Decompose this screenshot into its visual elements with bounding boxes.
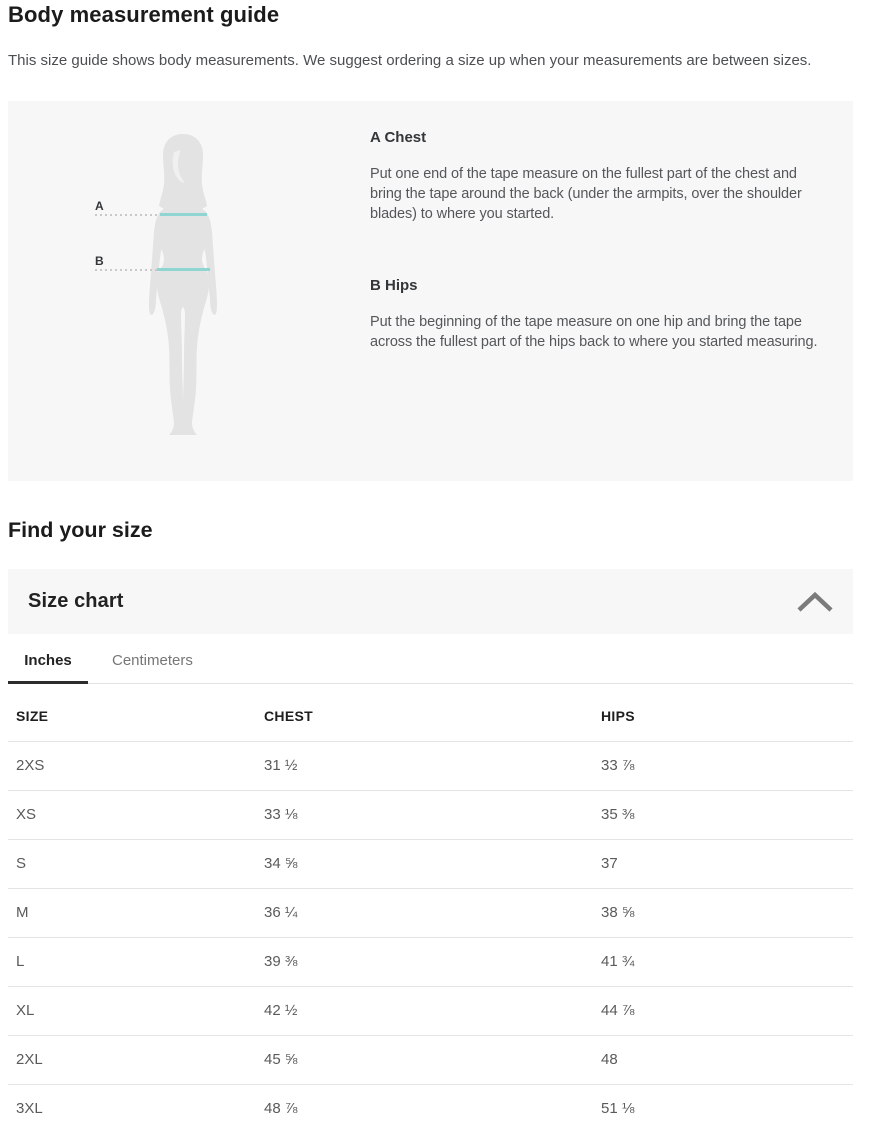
marker-b-dotted-line: [95, 269, 157, 271]
female-body-silhouette-icon: [118, 126, 248, 438]
marker-b-label: B: [95, 254, 104, 268]
cell-chest: 48 ⅞: [256, 1085, 593, 1133]
cell-hips: 33 ⅞: [593, 742, 853, 791]
cell-size: L: [8, 938, 256, 987]
table-row-2xs: [8, 742, 853, 791]
size-chart-table-container: [8, 684, 853, 1133]
unit-tabs: [8, 646, 853, 684]
cell-hips: 35 ⅜: [593, 791, 853, 840]
column-header-hips: HIPS: [593, 684, 853, 742]
tab-inches-label: Inches: [24, 652, 72, 669]
cell-hips: 51 ⅛: [593, 1085, 853, 1133]
cell-chest: 36 ¼: [256, 889, 593, 938]
size-chart-table: [8, 684, 853, 1133]
cell-hips: 44 ⅞: [593, 987, 853, 1036]
cell-chest: 34 ⅝: [256, 840, 593, 889]
chest-section-title: A Chest: [370, 129, 832, 146]
cell-chest: 31 ½: [256, 742, 593, 791]
cell-size: S: [8, 840, 256, 889]
cell-size: 3XL: [8, 1085, 256, 1133]
find-your-size-heading: Find your size: [8, 517, 872, 543]
measurement-guide-panel: [8, 101, 853, 481]
table-header-row: [8, 684, 853, 742]
table-row-xl: [8, 987, 853, 1036]
column-header-size: SIZE: [8, 684, 256, 742]
cell-size: XL: [8, 987, 256, 1036]
cell-hips: 37: [593, 840, 853, 889]
measurement-instructions: [370, 129, 832, 352]
size-chart-title: Size chart: [28, 590, 123, 613]
cell-hips: 38 ⅝: [593, 889, 853, 938]
marker-a-dotted-line: [95, 214, 160, 216]
page-title: Body measurement guide: [8, 3, 872, 27]
hips-section-title: B Hips: [370, 277, 832, 294]
cell-size: 2XL: [8, 1036, 256, 1085]
table-row-m: [8, 889, 853, 938]
table-row-s: [8, 840, 853, 889]
cell-size: M: [8, 889, 256, 938]
marker-a-label: A: [95, 199, 104, 213]
tab-inches[interactable]: [8, 646, 88, 683]
chest-measure-line: [160, 213, 207, 216]
table-row-l: [8, 938, 853, 987]
table-row-3xl: [8, 1085, 853, 1133]
cell-size: XS: [8, 791, 256, 840]
column-header-chest: CHEST: [256, 684, 593, 742]
body-figure: [8, 101, 358, 481]
cell-chest: 42 ½: [256, 987, 593, 1036]
cell-size: 2XS: [8, 742, 256, 791]
tab-centimeters[interactable]: [112, 646, 193, 683]
chest-section-body: Put one end of the tape measure on the fullest part of the chest and bring the tape around the back (under the armpits, over the shoulder blades) to where you started.: [370, 164, 832, 224]
cell-hips: 48: [593, 1036, 853, 1085]
hips-measure-line: [157, 268, 210, 271]
size-chart-accordion-toggle[interactable]: [8, 569, 853, 634]
chevron-up-icon: [795, 591, 835, 613]
cell-chest: 33 ⅛: [256, 791, 593, 840]
cell-chest: 39 ⅜: [256, 938, 593, 987]
page-intro: This size guide shows body measurements. We suggest ordering a size up when your measurements are between sizes.: [8, 52, 872, 70]
table-row-xs: [8, 791, 853, 840]
table-row-2xl: [8, 1036, 853, 1085]
cell-chest: 45 ⅝: [256, 1036, 593, 1085]
cell-hips: 41 ¾: [593, 938, 853, 987]
hips-section-body: Put the beginning of the tape measure on one hip and bring the tape across the fullest part of the hips back to where you started measuring.: [370, 312, 832, 352]
tab-centimeters-label: Centimeters: [112, 652, 193, 669]
